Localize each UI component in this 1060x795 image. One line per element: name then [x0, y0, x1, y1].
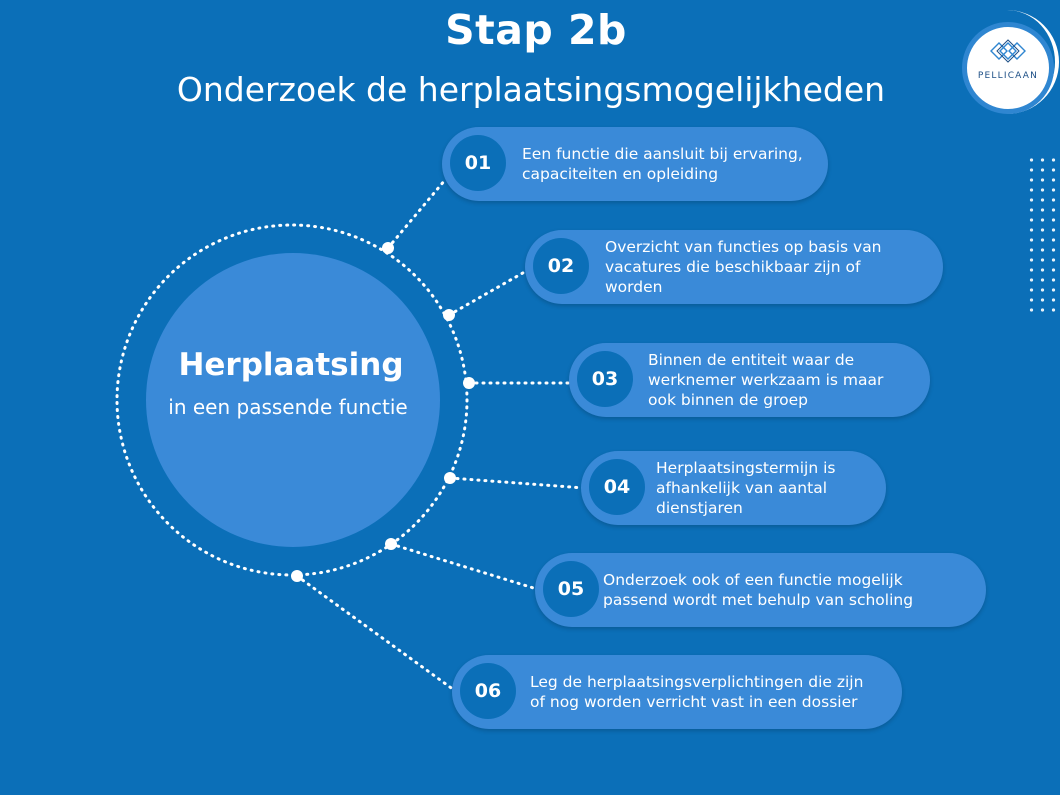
- item-pill-03: [569, 343, 930, 417]
- node-dot-03: [463, 377, 475, 389]
- center-subtitle: in een passende functie: [168, 395, 408, 419]
- connector-04: [450, 478, 584, 488]
- item-pill-04: [581, 451, 886, 525]
- dot-grid-decoration: [1026, 155, 1060, 315]
- item-pill-06: [452, 655, 902, 729]
- item-text: Binnen de entiteit waar de werknemer werkzaam is maar ook binnen de groep: [648, 351, 884, 409]
- node-dot-06: [291, 570, 303, 582]
- node-dot-04: [444, 472, 456, 484]
- item-text: Leg de herplaatsingsverplichtingen die zijn of nog worden verricht vast in een dossier: [530, 673, 864, 711]
- item-number-badge: 01: [450, 135, 506, 191]
- page-subtitle: Onderzoek de herplaatsingsmogelijkheden: [176, 70, 886, 109]
- node-dot-05: [385, 538, 397, 550]
- node-dot-02: [443, 309, 455, 321]
- item-pill-05: [535, 553, 986, 627]
- pellicaan-logo: [962, 22, 1054, 114]
- page-title: Stap 2b: [445, 6, 627, 54]
- connector-02: [449, 270, 528, 315]
- diamond-logo-icon: [967, 33, 1049, 73]
- item-text: Een functie die aansluit bij ervaring, capaciteiten en opleiding: [522, 145, 803, 183]
- connector-05: [391, 544, 540, 590]
- item-number-badge: 05: [543, 561, 599, 617]
- item-text: Overzicht van functies op basis van vacatures die beschikbaar zijn of worden: [605, 238, 882, 296]
- item-number-badge: 02: [533, 238, 589, 294]
- center-title: Herplaatsing: [178, 347, 404, 383]
- node-dot-01: [382, 242, 394, 254]
- item-text: Onderzoek ook of een functie mogelijk passend wordt met behulp van scholing: [603, 571, 914, 609]
- item-pill-01: [442, 127, 828, 201]
- item-text: Herplaatsingstermijn is afhankelijk van aantal dienstjaren: [656, 459, 836, 517]
- item-number-badge: 04: [589, 459, 645, 515]
- item-pill-02: [525, 230, 943, 304]
- connector-06: [297, 576, 454, 690]
- item-number-badge: 03: [577, 351, 633, 407]
- center-circle: [146, 253, 440, 547]
- item-number-badge: 06: [460, 663, 516, 719]
- connector-01: [388, 180, 445, 248]
- logo-text: PELLICAAN: [977, 71, 1039, 81]
